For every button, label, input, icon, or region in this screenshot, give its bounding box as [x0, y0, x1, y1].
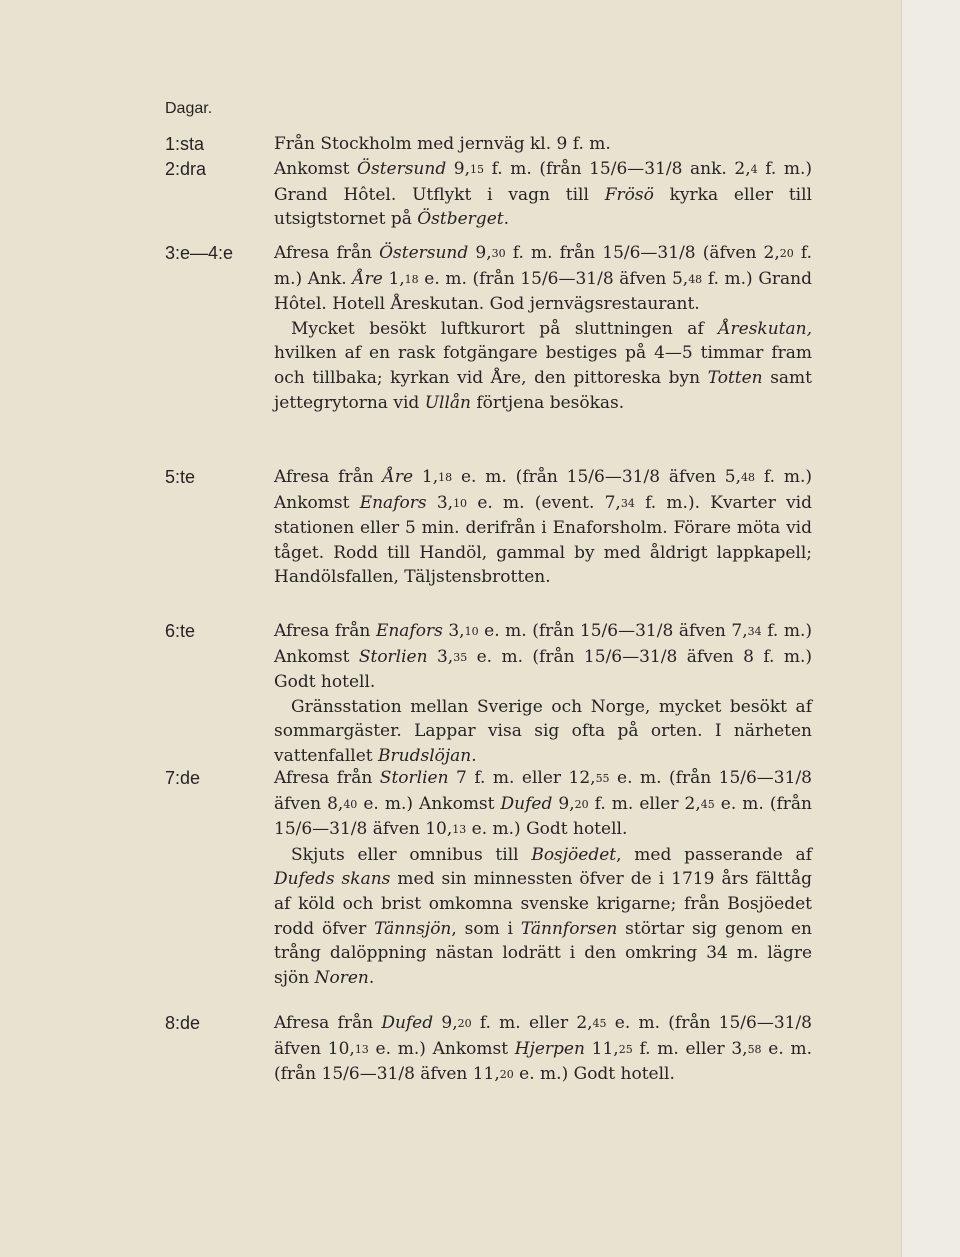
day-text: Afresa från Storlien 7 f. m. eller 12,55 e. m. (från 15/6—31/8 äfven 8,40 e. m.) Ankomst Dufed 9,20 f. m. eller 2,45 e. m. (från 15/6—31/8 äfven 10,13 e. m.) Godt hotell. Skjuts eller omnibus till Bosjöedet, med passerande af Dufeds skans med sin minnessten öfver de i 1719 års fälttåg af köld och brist omkomna svenske krigarne; från Bosjöedet rodd öfver Tännsjön, som i Tännforsen störtar sig genom en trång dalöppning nästan lodrätt i den omkring 34 m. lägre sjön Noren. [274, 768, 812, 988]
day-text: Afresa från Östersund 9,30 f. m. från 15/6—31/8 (äfven 2,20 f. m.) Ank. Åre 1,18 e. m. (från 15/6—31/8 äfven 5,48 f. m.) Grand Hôtel. Hotell Åreskutan. God jernvägsrestaurant. Mycket besökt luftkurort på sluttningen af Åreskutan, hvilken af en rask fotgängare bestiges på 4—5 timmar fram och tillbaka; kyrkan vid Åre, den pittoreska byn Totten samt jettegrytorna vid Ullån förtjena besökas. [274, 243, 813, 413]
day-text: Afresa från Dufed 9,20 f. m. eller 2,45 e. m. (från 15/6—31/8 äfven 10,13 e. m.) Ankomst Hjerpen 11,25 f. m. eller 3,58 e. m. (från 15/6—31/8 äfven 11,20 e. m.) Godt hotell. [274, 1013, 812, 1085]
day-label: 3:e—4:e [165, 243, 234, 263]
page-edge [901, 0, 960, 1257]
day-label: 2:dra [165, 159, 207, 179]
day-label: 7:de [165, 768, 201, 788]
day-label: 5:te [165, 467, 196, 487]
day-text: Afresa från Åre 1,18 e. m. (från 15/6—31/8 äfven 5,48 f. m.) Ankomst Enafors 3,10 e. m. (event. 7,34 f. m.). Kvarter vid stationen eller 5 min. derifrån i Enaforsholm. Förare möta vid tåget. Rodd till Handöl, gammal by med åldrigt lappkapell; Handölsfallen, Täljstensbrotten. [274, 467, 813, 588]
day-text: Afresa från Enafors 3,10 e. m. (från 15/6—31/8 äfven 7,34 f. m.) Ankomst Storlien 3,35 e. m. (från 15/6—31/8 äfven 8 f. m.) Godt hotell. Gränsstation mellan Sverige och Norge, mycket besökt af sommargäster. Lappar visa sig ofta på orten. I närheten vattenfallet Brudslöjan. [274, 621, 812, 766]
day-label: 1:sta [165, 134, 205, 154]
day-text: Från Stockholm med jernväg kl. 9 f. m. [274, 134, 611, 154]
day-text: Ankomst Östersund 9,15 f. m. (från 15/6—31/8 ank. 2,4 f. m.) Grand Hôtel. Utflykt i vagn till Frösö kyrka eller till utsigtstornet på Östberget. [274, 159, 813, 230]
day-label: 6:te [165, 621, 196, 641]
day-label: 8:de [165, 1013, 201, 1033]
column-heading: Dagar. [165, 100, 213, 117]
